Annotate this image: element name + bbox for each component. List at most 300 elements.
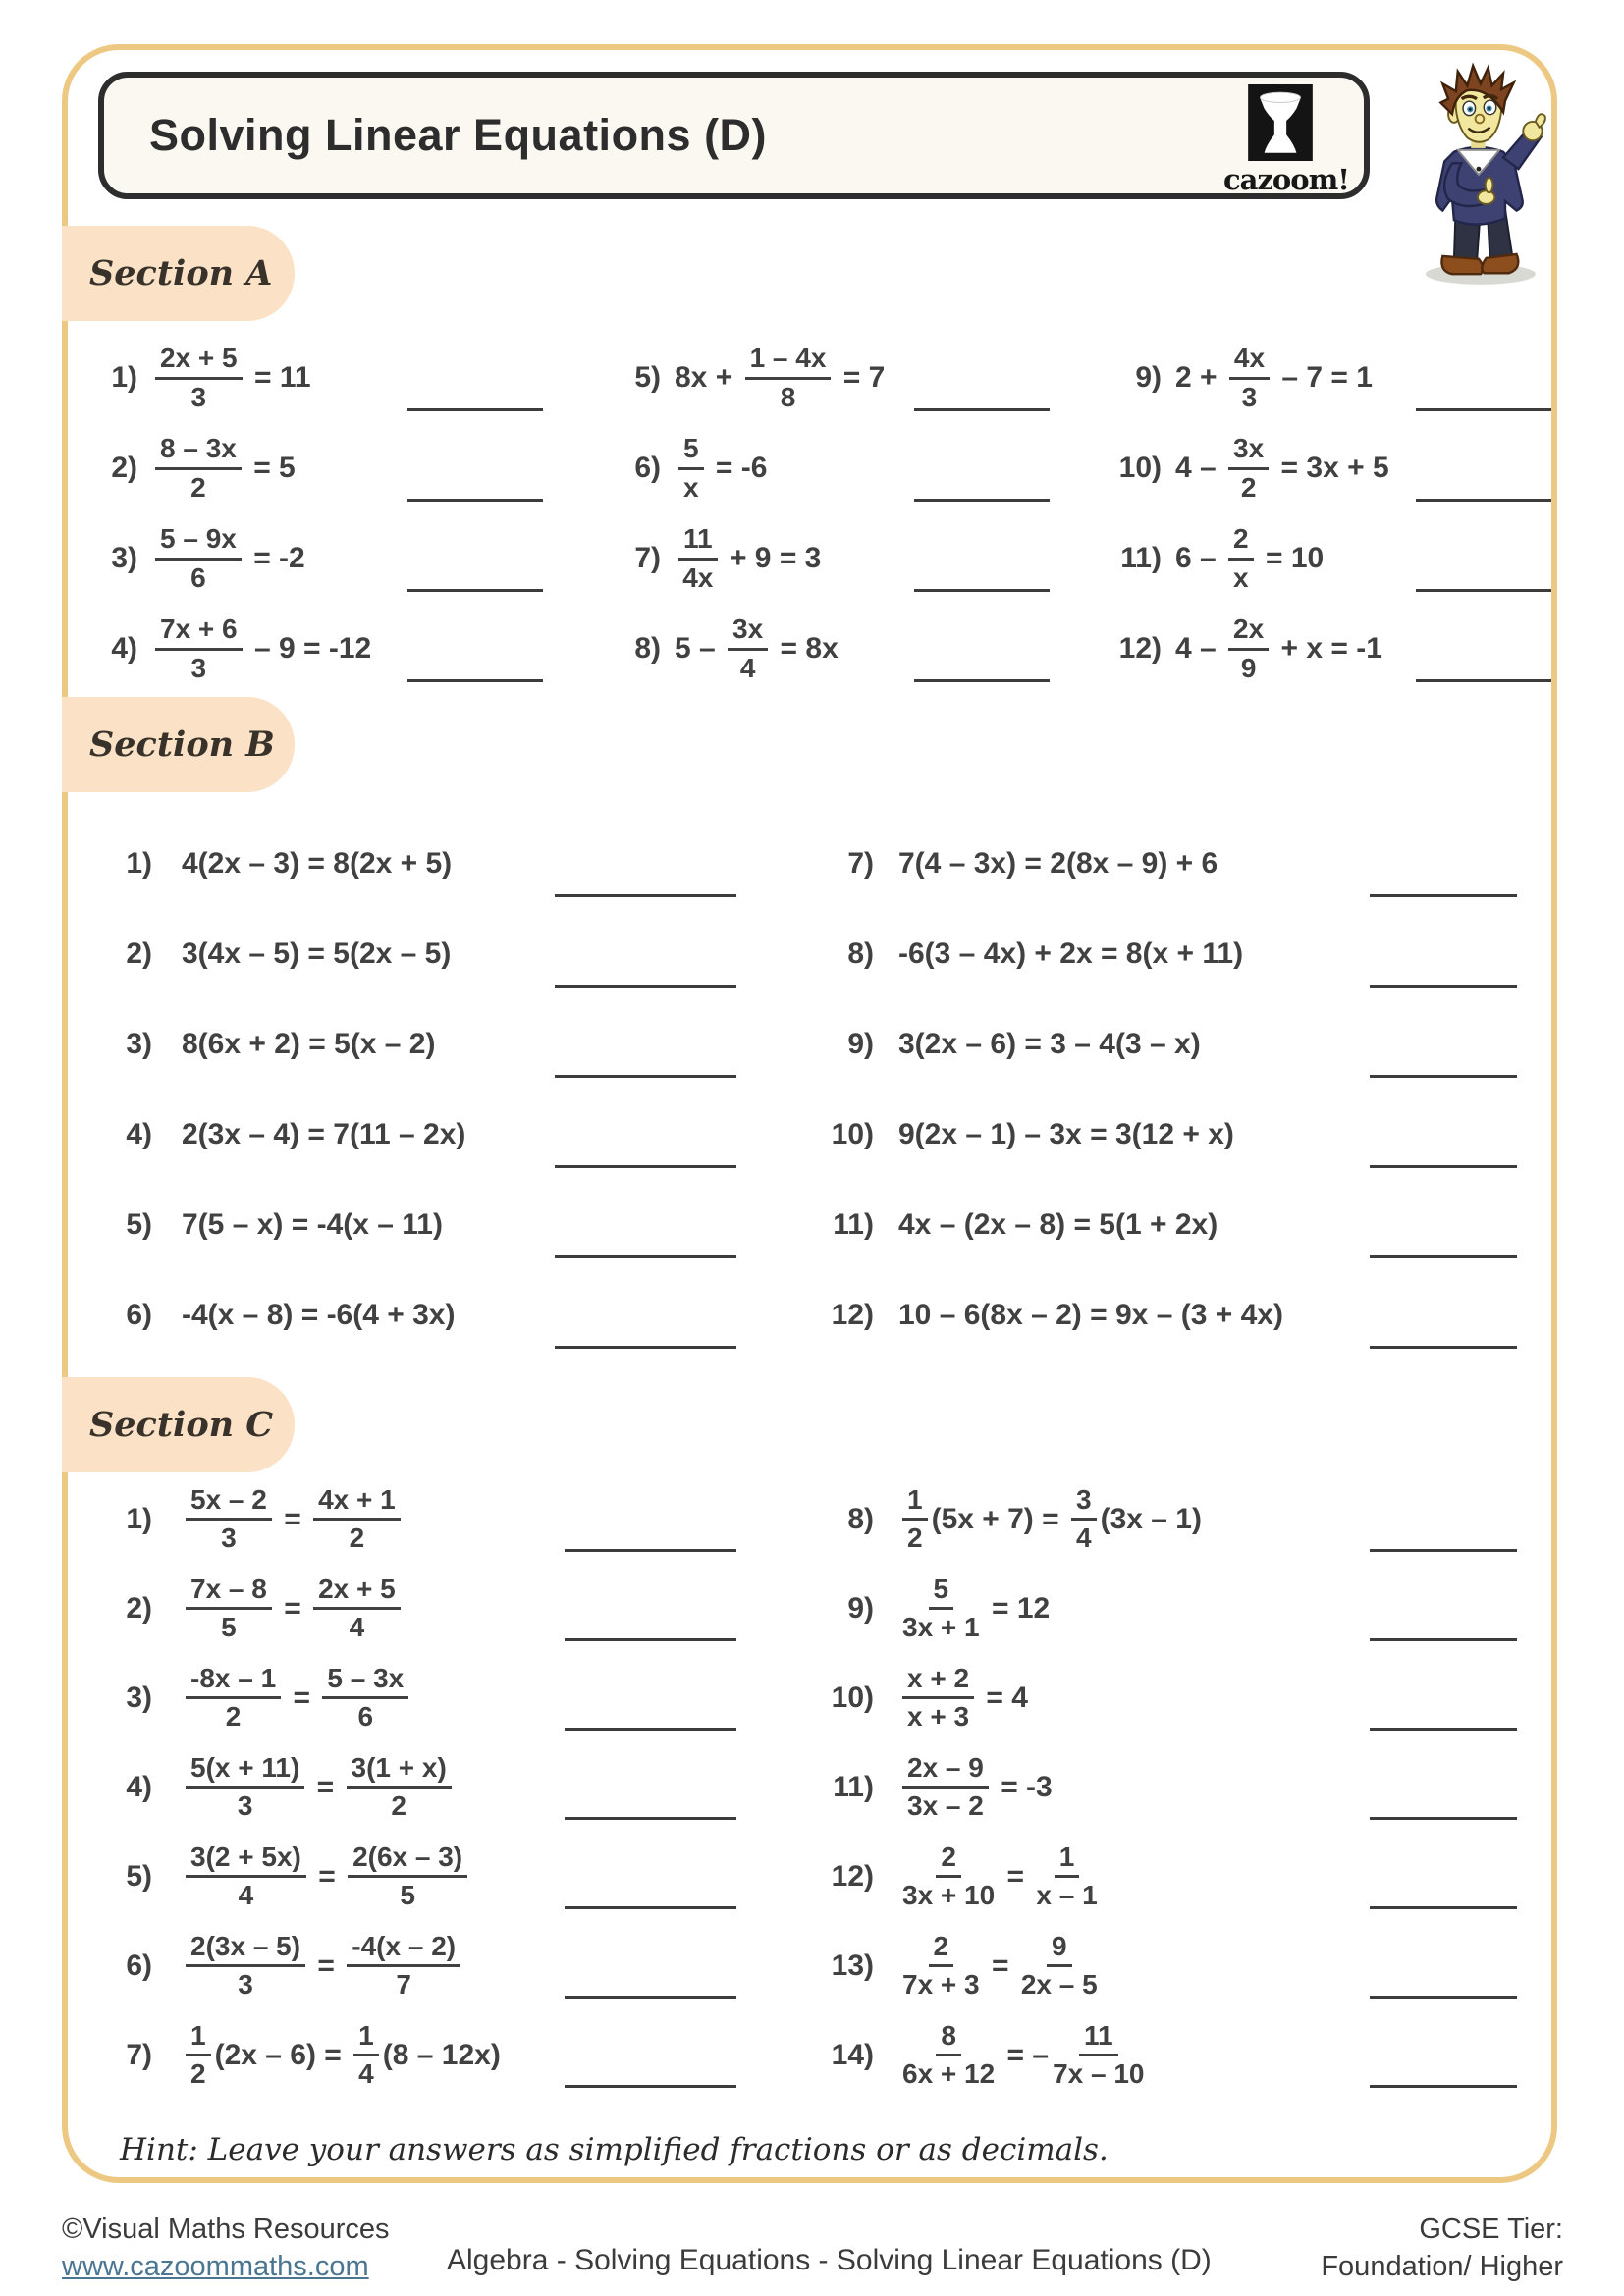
equation-text: 10 – 6(8x – 2) = 9x – (3 + 4x) (898, 1299, 1283, 1331)
numerator: 7x + 6 (155, 614, 243, 650)
denominator: 6x + 12 (902, 2058, 996, 2089)
numerator: 11 (1079, 2021, 1118, 2056)
question-row (83, 333, 543, 423)
numerator: 7x – 8 (186, 1575, 272, 1610)
question-number: 1) (126, 847, 152, 880)
denominator: 6 (357, 1701, 374, 1732)
question-row (815, 1921, 1517, 2010)
denominator: 4 (1076, 1522, 1092, 1553)
question-row (815, 2010, 1517, 2100)
equation-text: = – (999, 2038, 1050, 2071)
numerator: 1 (186, 2021, 211, 2056)
question-row (815, 909, 1517, 999)
fraction (745, 344, 832, 411)
equation-text: = 8x (772, 632, 839, 665)
numerator: 2 (929, 1932, 954, 1967)
answer-blank[interactable] (914, 679, 1050, 682)
numerator: 3(2 + 5x) (186, 1842, 306, 1878)
cazoom-logo-text: cazoom! (1223, 163, 1350, 196)
question-row (98, 1180, 736, 1270)
fraction (186, 1842, 306, 1910)
question-row (815, 819, 1517, 909)
answer-blank[interactable] (1416, 408, 1551, 411)
equation (898, 1575, 1050, 1642)
equation-text: = 7 (835, 361, 886, 394)
equation (1175, 524, 1324, 592)
question-number: 5) (126, 1208, 152, 1241)
equation-text: = (999, 1859, 1033, 1893)
question-number: 2) (126, 1591, 152, 1625)
equation (182, 1575, 405, 1642)
equation (898, 1118, 1234, 1151)
numerator: 5 (929, 1575, 954, 1610)
denominator: 5 (400, 1880, 415, 1910)
question-number: 3) (126, 1681, 152, 1714)
equation-text: 7(5 – x) = -4(x – 11) (182, 1208, 443, 1241)
cazoom-logo (1223, 84, 1350, 196)
equation-text: = 12 (983, 1591, 1051, 1625)
fraction (1228, 524, 1254, 592)
denominator: 7x + 3 (902, 1969, 980, 2000)
numerator: 5 – 9x (155, 524, 242, 560)
denominator: 6 (190, 561, 206, 593)
answer-blank[interactable] (1370, 985, 1517, 988)
numerator: 2x (1228, 614, 1269, 650)
denominator: x (1233, 561, 1249, 593)
numerator: 2x – 9 (902, 1753, 989, 1789)
fraction (902, 1753, 989, 1821)
answer-blank[interactable] (914, 408, 1050, 411)
answer-blank[interactable] (555, 1075, 736, 1078)
question-row (815, 1832, 1517, 1921)
question-row (607, 604, 1050, 694)
fraction (155, 344, 243, 411)
equation-text: = (275, 1591, 310, 1625)
answer-blank[interactable] (555, 1346, 736, 1349)
question-number: 4) (126, 1118, 152, 1150)
equation-text: = 11 (245, 361, 311, 394)
equation-text: 4x – (2x – 8) = 5(1 + 2x) (898, 1208, 1218, 1241)
question-number: 12) (1118, 632, 1162, 665)
question-row (815, 1090, 1517, 1180)
numerator: -8x – 1 (186, 1664, 281, 1699)
equation (898, 1485, 1202, 1553)
answer-blank[interactable] (565, 2085, 736, 2088)
fraction (313, 1485, 401, 1553)
fraction (313, 1575, 401, 1642)
equation-text: = (309, 1949, 344, 1982)
website-link[interactable]: www.cazoommaths.com (62, 2251, 369, 2282)
fraction (186, 1753, 304, 1821)
numerator: 3x (728, 614, 768, 650)
denominator: 4 (349, 1612, 365, 1642)
question-row (98, 1742, 736, 1832)
equation (1175, 434, 1389, 502)
equation (182, 1842, 471, 1910)
answer-blank[interactable] (1416, 679, 1551, 682)
answer-blank[interactable] (1370, 1906, 1517, 1909)
equation-text: = 3x + 5 (1272, 452, 1389, 484)
answer-blank[interactable] (565, 1728, 736, 1731)
equation (675, 344, 885, 411)
question-number: 10) (1118, 452, 1162, 484)
section-b-column-1 (98, 819, 736, 1361)
equation-text: 7(4 – 3x) = 2(8x – 9) + 6 (898, 847, 1218, 880)
equation (182, 1932, 464, 2000)
numerator: 5 (678, 434, 704, 469)
question-row (98, 909, 736, 999)
fraction (1229, 344, 1270, 411)
question-row (83, 513, 543, 604)
denominator: 7 (396, 1969, 411, 2000)
question-number: 8) (847, 937, 874, 970)
equation-text: 6 – (1175, 542, 1225, 574)
equation-text: = -6 (707, 452, 768, 484)
section-a-label: Section A (89, 253, 273, 294)
equation (898, 1932, 1102, 2000)
equation-text: = (309, 1859, 345, 1893)
equation-text: – 7 = 1 (1273, 361, 1373, 394)
section-c-header (62, 1377, 295, 1472)
equation (1175, 614, 1382, 682)
equation (898, 1664, 1028, 1732)
question-number: 1) (126, 1502, 152, 1535)
answer-blank[interactable] (407, 589, 543, 592)
denominator: 2 (349, 1522, 365, 1553)
equation-text: + x = -1 (1272, 632, 1382, 665)
equation (182, 1753, 456, 1821)
equation-text: = (285, 1681, 319, 1714)
question-row (1108, 604, 1551, 694)
answer-blank[interactable] (1370, 2085, 1517, 2088)
equation (898, 1028, 1201, 1061)
section-c-column-1 (98, 1474, 736, 2100)
equation (182, 1299, 455, 1332)
question-row (1108, 513, 1551, 604)
title-box (98, 72, 1370, 199)
equation-text: = 10 (1257, 542, 1325, 574)
numerator: 3x (1228, 434, 1269, 469)
section-a-header (62, 226, 295, 321)
equation-text: = -3 (992, 1770, 1053, 1803)
fraction (186, 1664, 281, 1732)
denominator: 4x (682, 561, 714, 593)
question-row (815, 999, 1517, 1090)
answer-blank[interactable] (407, 679, 543, 682)
equation (182, 1118, 465, 1151)
denominator: 2 (190, 471, 206, 503)
footer-right (1321, 2211, 1563, 2285)
equation-text: (2x – 6) = (214, 2038, 351, 2071)
question-row (98, 1564, 736, 1653)
fraction (1053, 2021, 1144, 2089)
section-b-column-2 (815, 819, 1517, 1361)
equation-text: = -2 (244, 542, 305, 574)
numerator: 1 (1055, 1842, 1080, 1878)
denominator: 3 (221, 1522, 237, 1553)
fraction (186, 2021, 211, 2089)
question-number: 10) (831, 1118, 874, 1150)
denominator: 3 (1241, 381, 1258, 412)
fraction (902, 1485, 928, 1553)
question-number: 8) (847, 1502, 874, 1535)
answer-blank[interactable] (407, 408, 543, 411)
denominator: x + 3 (907, 1701, 970, 1732)
fraction (678, 434, 704, 502)
answer-blank[interactable] (1370, 1817, 1517, 1820)
question-number: 7) (634, 542, 661, 574)
mascot-illustration (1397, 55, 1558, 291)
answer-blank[interactable] (1370, 1075, 1517, 1078)
equation (182, 1664, 412, 1732)
question-row (607, 513, 1050, 604)
equation (151, 434, 296, 502)
question-row (98, 999, 736, 1090)
question-row (815, 1180, 1517, 1270)
fraction (902, 1575, 980, 1642)
equation (675, 434, 767, 502)
equation (182, 1028, 436, 1061)
equation-text: 4 – (1175, 452, 1225, 484)
question-row (815, 1474, 1517, 1564)
numerator: 8 – 3x (155, 434, 242, 469)
fraction (902, 1932, 980, 2000)
question-row (815, 1564, 1517, 1653)
equation-text: 4(2x – 3) = 8(2x + 5) (182, 847, 453, 880)
denominator: 3 (190, 652, 207, 683)
section-b-header (62, 697, 295, 792)
equation-text: -6(3 – 4x) + 2x = 8(x + 11) (898, 937, 1244, 970)
equation-text: 4 – (1175, 632, 1225, 665)
answer-blank[interactable] (565, 1638, 736, 1641)
answer-blank[interactable] (1370, 1638, 1517, 1641)
equation-text: 2 + (1175, 361, 1225, 394)
section-c-column-2 (815, 1474, 1517, 2100)
numerator: 2 (936, 1842, 961, 1878)
question-number: 11) (833, 1770, 874, 1803)
equation (675, 614, 839, 682)
question-number: 5) (634, 361, 661, 394)
question-number: 11) (833, 1208, 874, 1241)
question-number: 8) (634, 632, 661, 665)
section-a-column-1 (83, 333, 543, 694)
fraction (155, 434, 242, 502)
equation-text: 8(6x + 2) = 5(x – 2) (182, 1028, 436, 1060)
fraction (1228, 434, 1269, 502)
numerator: 4x (1229, 344, 1270, 379)
section-a-column-3 (1108, 333, 1551, 694)
question-number: 9) (847, 1028, 874, 1060)
question-number: 5) (126, 1859, 152, 1893)
denominator: x – 1 (1036, 1880, 1098, 1910)
fraction (353, 2021, 379, 2089)
equation (151, 524, 305, 592)
answer-blank[interactable] (565, 1996, 736, 1999)
equation-text: 8x + (675, 361, 741, 394)
equation (898, 847, 1218, 881)
question-number: 4) (126, 1770, 152, 1803)
drum-icon (1248, 84, 1313, 161)
equation-text: 2(3x – 4) = 7(11 – 2x) (182, 1118, 466, 1150)
question-row (815, 1270, 1517, 1361)
question-row (98, 1474, 736, 1564)
denominator: 2 (907, 1522, 923, 1553)
numerator: 1 (353, 2021, 379, 2056)
answer-blank[interactable] (1370, 894, 1517, 897)
question-row (815, 1653, 1517, 1742)
fraction (1071, 1485, 1097, 1553)
question-row (815, 1742, 1517, 1832)
footer-left (62, 2211, 390, 2285)
question-row (1108, 423, 1551, 513)
fraction (678, 524, 718, 592)
question-number: 3) (126, 1028, 152, 1060)
denominator: 5 (221, 1612, 237, 1642)
question-number: 7) (126, 2038, 152, 2071)
question-row (98, 1653, 736, 1742)
question-number: 13) (831, 1949, 874, 1982)
fraction (186, 1575, 272, 1642)
answer-blank[interactable] (1370, 1255, 1517, 1258)
equation-text: + 9 = 3 (721, 542, 822, 574)
denominator: 2 (391, 1790, 406, 1821)
question-number: 12) (831, 1299, 874, 1331)
question-row (98, 1832, 736, 1921)
fraction (348, 1842, 467, 1910)
question-number: 10) (831, 1681, 874, 1714)
question-row (607, 333, 1050, 423)
question-number: 6) (126, 1299, 152, 1331)
equation-text: 3(2x – 6) = 3 – 4(3 – x) (898, 1028, 1201, 1060)
answer-blank[interactable] (555, 985, 736, 988)
equation (898, 1208, 1218, 1242)
answer-blank[interactable] (555, 1165, 736, 1168)
numerator: 3(1 + x) (347, 1753, 452, 1789)
question-row (98, 1921, 736, 2010)
question-number: 2) (111, 452, 137, 484)
question-row (1108, 333, 1551, 423)
numerator: 1 (902, 1485, 928, 1521)
equation-text: (3x – 1) (1100, 1502, 1202, 1535)
equation-text: = 5 (244, 452, 296, 484)
denominator: 3x – 2 (907, 1790, 984, 1821)
equation-text: 3(4x – 5) = 5(2x – 5) (182, 937, 452, 970)
question-number: 11) (1120, 542, 1162, 574)
question-number: 12) (831, 1859, 874, 1893)
numerator: x + 2 (902, 1664, 974, 1699)
numerator: 11 (678, 524, 718, 560)
question-row (83, 604, 543, 694)
numerator: 1 – 4x (745, 344, 832, 379)
denominator: 3x + 10 (902, 1880, 996, 1910)
question-number: 2) (126, 937, 152, 970)
answer-blank[interactable] (565, 1549, 736, 1552)
answer-blank[interactable] (407, 499, 543, 502)
numerator: 3 (1071, 1485, 1097, 1521)
answer-blank[interactable] (914, 499, 1050, 502)
denominator: 8 (780, 381, 796, 412)
equation (182, 1208, 443, 1242)
equation-text: -4(x – 8) = -6(4 + 3x) (182, 1299, 456, 1331)
numerator: 2(6x – 3) (348, 1842, 467, 1878)
denominator: x (683, 471, 699, 503)
question-number: 6) (126, 1949, 152, 1982)
question-row (98, 819, 736, 909)
equation-text: = (275, 1502, 310, 1535)
hint-text: Hint: Leave your answers as simplified fractions or as decimals. (120, 2132, 1109, 2167)
answer-blank[interactable] (1370, 1165, 1517, 1168)
numerator: 2x + 5 (313, 1575, 401, 1610)
fraction (155, 614, 243, 682)
fraction (902, 1664, 974, 1732)
fraction (347, 1753, 452, 1821)
answer-blank[interactable] (565, 1817, 736, 1820)
denominator: 3 (190, 381, 207, 412)
fraction (1021, 1932, 1098, 2000)
numerator: -4(x – 2) (347, 1932, 460, 1967)
answer-blank[interactable] (555, 894, 736, 897)
answer-blank[interactable] (1370, 1728, 1517, 1731)
equation (182, 847, 452, 881)
equation (898, 1753, 1053, 1821)
answer-blank[interactable] (914, 589, 1050, 592)
denominator: 2x – 5 (1020, 1969, 1098, 2000)
question-number: 4) (111, 632, 137, 665)
fraction (186, 1485, 272, 1553)
denominator: 2 (190, 2058, 206, 2089)
question-row (607, 423, 1050, 513)
equation-text: – 9 = -12 (245, 632, 372, 665)
denominator: 4 (238, 1880, 254, 1910)
equation (898, 937, 1243, 971)
answer-blank[interactable] (1416, 499, 1551, 502)
question-number: 14) (831, 2038, 874, 2071)
denominator: 4 (358, 2058, 374, 2089)
fraction (902, 1842, 995, 1910)
numerator: 4x + 1 (313, 1485, 401, 1521)
question-row (98, 1090, 736, 1180)
answer-blank[interactable] (565, 1906, 736, 1909)
denominator: 3x + 1 (902, 1612, 980, 1642)
question-number: 6) (634, 452, 661, 484)
answer-blank[interactable] (1370, 1549, 1517, 1552)
numerator: 5(x + 11) (186, 1753, 304, 1789)
answer-blank[interactable] (1416, 589, 1551, 592)
equation (182, 937, 451, 971)
numerator: 5x – 2 (186, 1485, 272, 1521)
answer-blank[interactable] (1370, 1346, 1517, 1349)
fraction (1036, 1842, 1097, 1910)
gcse-tier-label: GCSE Tier: (1419, 2214, 1563, 2245)
gcse-tier-value: Foundation/ Higher (1321, 2251, 1563, 2282)
question-row (83, 423, 543, 513)
equation-text: 5 – (675, 632, 725, 665)
numerator: 9 (1047, 1932, 1072, 1967)
page-title: Solving Linear Equations (D) (149, 110, 768, 160)
denominator: 3 (238, 1969, 253, 2000)
fraction (186, 1932, 305, 2000)
equation (182, 2021, 501, 2089)
question-number: 1) (111, 361, 137, 394)
denominator: 9 (1240, 652, 1257, 683)
equation (151, 344, 311, 411)
section-c-label: Section C (89, 1405, 274, 1445)
copyright-text: ©Visual Maths Resources (62, 2214, 390, 2245)
answer-blank[interactable] (1370, 1996, 1517, 1999)
denominator: 3 (237, 1790, 253, 1821)
answer-blank[interactable] (555, 1255, 736, 1258)
question-number: 3) (111, 542, 137, 574)
